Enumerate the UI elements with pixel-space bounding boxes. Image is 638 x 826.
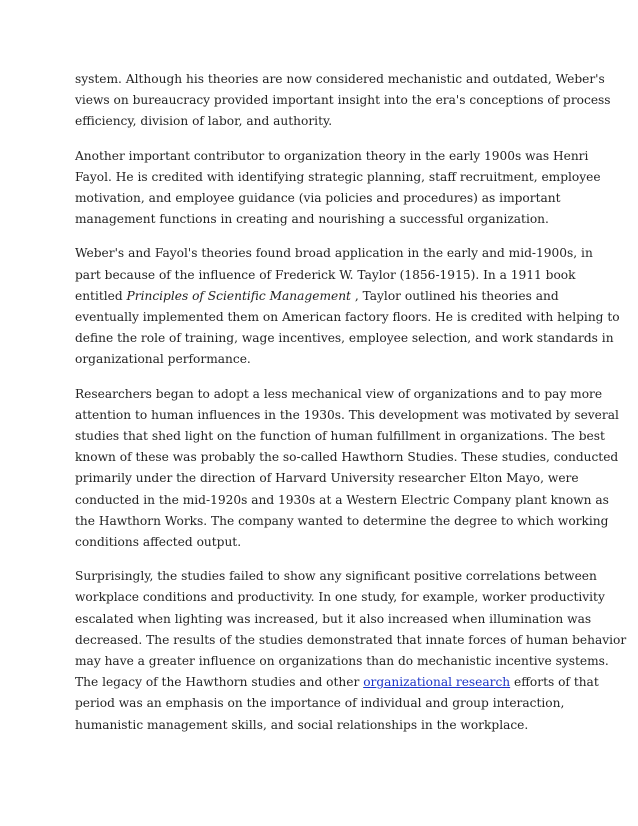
paragraph-taylor <box>75 243 620 370</box>
text-line: studies that shed light on the function of human fulfillment in organizations. The best <box>75 429 605 444</box>
text-line: Researchers began to adopt a less mechanical view of organizations and to pay more <box>75 386 603 401</box>
text-line: attention to human influences in the 1930s. This development was motivated by several <box>75 407 619 422</box>
document-page <box>75 69 627 749</box>
text-fragment: entitled <box>75 288 127 303</box>
text-line: management functions in creating and nourishing a successful organization. <box>75 212 549 227</box>
text-line: organizational performance. <box>75 352 251 367</box>
text-line: may have a greater influence on organizations than do mechanistic incentive systems. <box>75 654 609 669</box>
text-fragment: efforts of that <box>510 675 599 690</box>
text-line: Surprisingly, the studies failed to show any significant positive correlations between <box>75 569 597 584</box>
paragraph-weber-summary <box>75 69 611 133</box>
text-line: conducted in the mid-1920s and 1930s at a Western Electric Company plant known as <box>75 492 609 507</box>
text-line: decreased. The results of the studies demonstrated that innate forces of human behavior <box>75 632 627 647</box>
organizational-research-link[interactable]: organizational research <box>363 675 511 690</box>
paragraph-fayol <box>75 146 601 231</box>
text-line: workplace conditions and productivity. In one study, for example, worker productivity <box>75 590 605 605</box>
text-line <box>75 672 599 693</box>
text-line: define the role of training, wage incentives, employee selection, and work standards in <box>75 331 614 346</box>
text-fragment: The legacy of the Hawthorn studies and other <box>75 675 364 690</box>
text-line: period was an emphasis on the importance of individual and group interaction, <box>75 696 565 711</box>
book-title: Principles of Scientific Management <box>126 288 351 303</box>
text-line: Fayol. He is credited with identifying strategic planning, staff recruitment, employee <box>75 169 601 184</box>
text-line: system. Although his theories are now considered mechanistic and outdated, Weber's <box>75 72 605 86</box>
text-line: escalated when lighting was increased, but it also increased when illumination was <box>75 611 592 626</box>
paragraph-hawthorn-results <box>75 566 627 736</box>
text-fragment: , Taylor outlined his theories and <box>350 288 559 303</box>
text-line: part because of the influence of Frederick W. Taylor (1856-1915). In a 1911 book <box>75 267 576 282</box>
text-line: humanistic management skills, and social relationships in the workplace. <box>75 717 529 732</box>
text-line: efficiency, division of labor, and authority. <box>75 114 333 129</box>
text-line: conditions affected output. <box>75 535 242 550</box>
text-line: primarily under the direction of Harvard University researcher Elton Mayo, were <box>75 471 579 486</box>
paragraph-hawthorn-studies <box>75 384 619 554</box>
text-line: views on bureaucracy provided important insight into the era's conceptions of process <box>75 93 611 108</box>
text-line: motivation, and employee guidance (via policies and procedures) as important <box>75 191 561 206</box>
text-line: Weber's and Fayol's theories found broad application in the early and mid-1900s, in <box>75 246 593 261</box>
text-line: the Hawthorn Works. The company wanted to determine the degree to which working <box>75 513 609 528</box>
text-line: eventually implemented them on American factory floors. He is credited with helping to <box>75 310 620 325</box>
text-line <box>75 286 575 307</box>
text-line: Another important contributor to organization theory in the early 1900s was Henri <box>75 148 589 163</box>
text-line: known of these was probably the so-called Hawthorn Studies. These studies, conducted <box>75 450 619 465</box>
